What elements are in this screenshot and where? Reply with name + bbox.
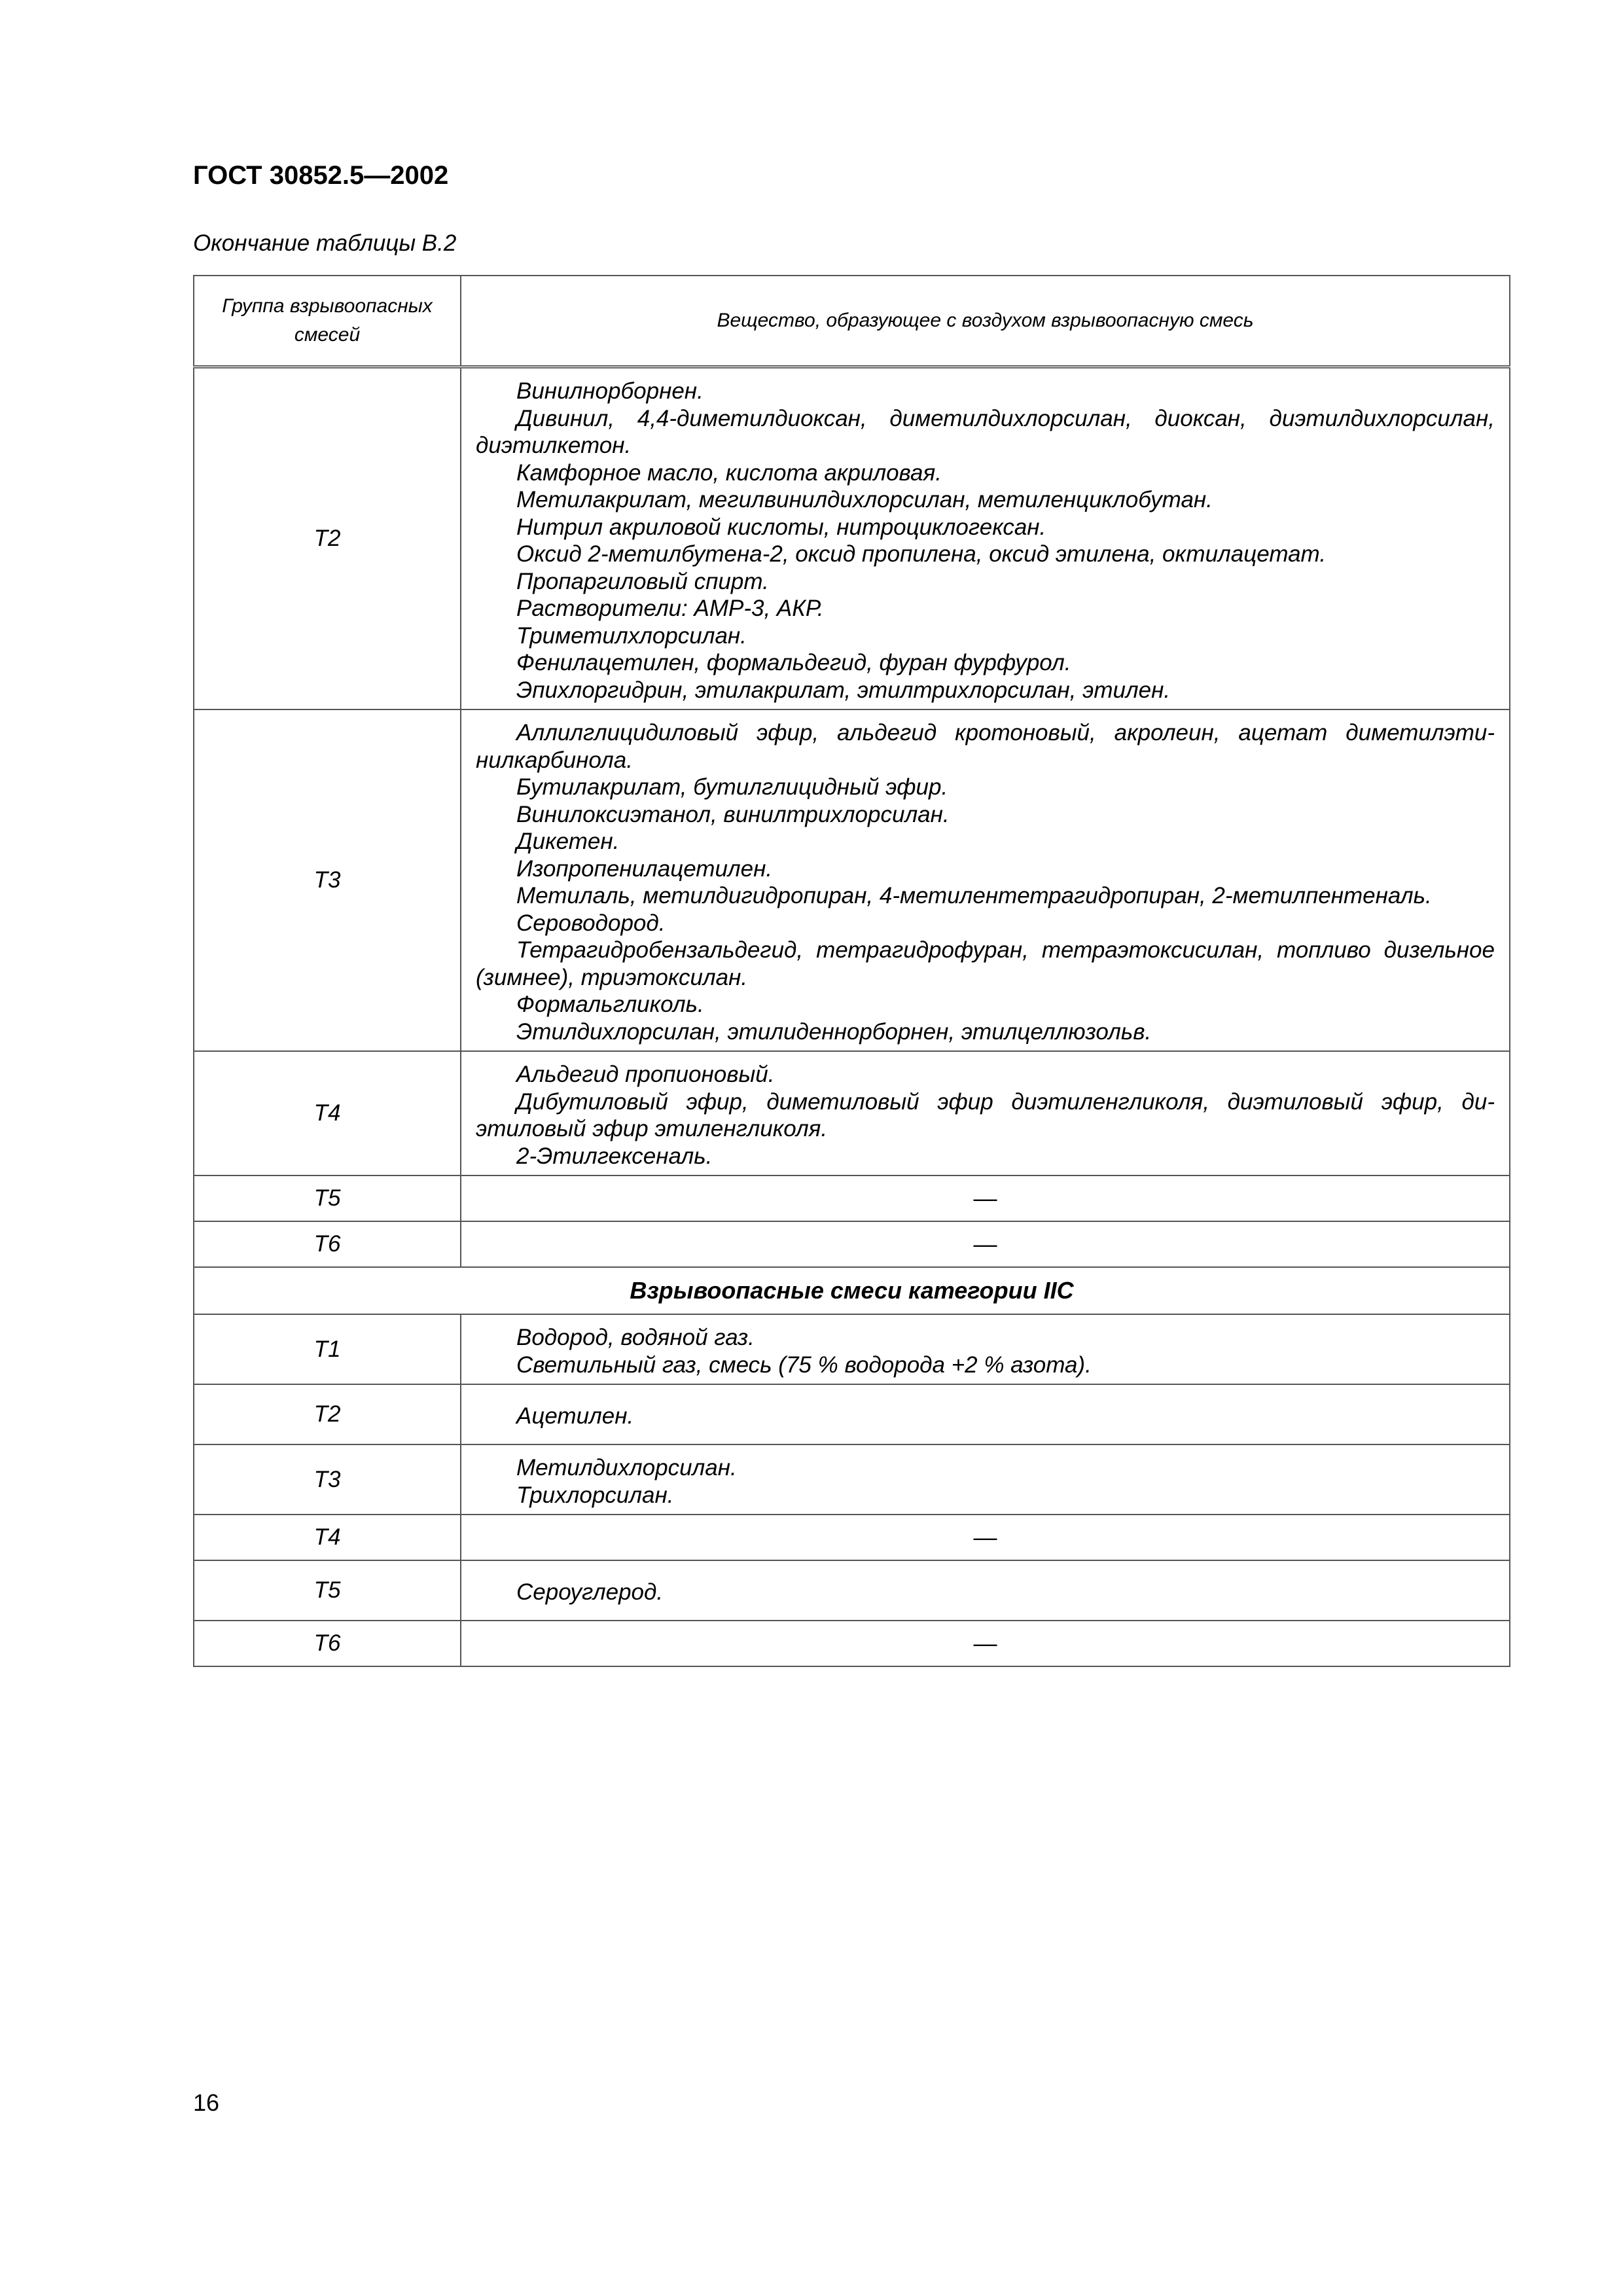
page-number: 16 <box>193 2089 220 2116</box>
table-row <box>194 367 1510 710</box>
table-header-row <box>194 276 1510 367</box>
substance-cell <box>461 1444 1510 1515</box>
substance-line: Дивинил, 4,4-диметилдиоксан, диметилдихлорсилан, диоксан, диэтилдихлорсилан, диэтилкетон. <box>476 405 1495 458</box>
column-header-substance: Вещество, образующее с воздухом взрывоопасную смесь <box>461 276 1510 367</box>
substance-cell <box>461 709 1510 1051</box>
table-row <box>194 1314 1510 1384</box>
substance-line: Водород, водяной газ. <box>516 1325 755 1350</box>
table-row <box>194 1444 1510 1515</box>
empty-dash-cell: — <box>461 1621 1510 1666</box>
substance-line: Дибутиловый эфир, диметиловый эфир диэтиленгликоля, диэтиловый эфир, ди-этиловый эфир этиленгликоля. <box>476 1088 1495 1141</box>
column-header-group: Группа взрывоопасных смесей <box>194 276 461 367</box>
substance-cell <box>461 367 1510 710</box>
substance-line: Пропаргиловый спирт. <box>516 568 769 594</box>
substance-line: Трихлорсилан. <box>516 1482 674 1508</box>
empty-dash-cell: — <box>461 1221 1510 1267</box>
standard-number: ГОСТ 30852.5—2002 <box>193 161 449 190</box>
substance-line: Оксид 2-метилбутена-2, оксид пропилена, оксид этилена, октилацетат. <box>516 541 1327 567</box>
substance-line: Изопропенилацетилен. <box>516 855 773 882</box>
group-cell: Т6 <box>194 1621 461 1666</box>
substance-line: 2-Этилгексеналь. <box>516 1143 713 1169</box>
empty-dash-cell: — <box>461 1175 1510 1221</box>
substance-line: Винилоксиэтанол, винилтрихлорсилан. <box>516 801 950 827</box>
table-row <box>194 1221 1510 1267</box>
substance-line: Ацетилен. <box>516 1403 634 1429</box>
section-title-row <box>194 1267 1510 1314</box>
table-row <box>194 1515 1510 1560</box>
substance-line: Триметилхлорсилан. <box>516 622 747 649</box>
group-cell: Т4 <box>194 1515 461 1560</box>
group-cell: Т5 <box>194 1560 461 1621</box>
substance-line: Этилдихлорсилан, этилиденнорборнен, этилцеллюзольв. <box>516 1018 1152 1045</box>
substance-line: Растворители: АМР-3, АКР. <box>516 596 824 621</box>
substance-line: Фенилацетилен, формальдегид, фуран фурфурол. <box>516 650 1071 675</box>
substance-line: Винилнорборнен. <box>516 378 704 404</box>
substance-line: Дикетен. <box>516 829 620 854</box>
group-cell: Т1 <box>194 1314 461 1384</box>
substance-line: Аллилглицидиловый эфир, альдегид кротоновый, акролеин, ацетат диметилэти-нилкарбинола. <box>476 720 1495 773</box>
group-cell: Т4 <box>194 1051 461 1175</box>
table-row <box>194 1384 1510 1444</box>
table-caption: Окончание таблицы В.2 <box>193 230 457 256</box>
substance-cell <box>461 1051 1510 1175</box>
substance-line: Бутилакрилат, бутилглицидный эфир. <box>516 774 948 800</box>
empty-dash-cell: — <box>461 1515 1510 1560</box>
table-row <box>194 1560 1510 1621</box>
substance-cell <box>461 1384 1510 1444</box>
group-cell: Т6 <box>194 1221 461 1267</box>
group-cell: Т3 <box>194 709 461 1051</box>
substances-table <box>193 275 1510 1667</box>
substance-cell <box>461 1560 1510 1621</box>
group-cell: Т2 <box>194 1384 461 1444</box>
substance-line: Метилаль, метилдигидропиран, 4-метилентетрагидропиран, 2-метилпентеналь. <box>516 883 1432 908</box>
group-cell: Т3 <box>194 1444 461 1515</box>
substance-line: Тетрагидробензальдегид, тетрагидрофуран, тетраэтоксисилан, топливо дизельное (зимнее), триэтоксилан. <box>476 937 1495 990</box>
table-row <box>194 1175 1510 1221</box>
substance-line: Нитрил акриловой кислоты, нитроциклогексан. <box>516 514 1046 540</box>
section-title: Взрывоопасные смеси категории IIС <box>194 1267 1510 1314</box>
substance-line: Метилакрилат, мегилвинилдихлорсилан, метиленциклобутан. <box>516 487 1213 512</box>
group-cell: Т5 <box>194 1175 461 1221</box>
substance-line: Альдегид пропионовый. <box>516 1062 775 1087</box>
substance-line: Сероводород. <box>516 910 666 936</box>
substance-cell <box>461 1314 1510 1384</box>
table-row <box>194 709 1510 1051</box>
substance-line: Камфорное масло, кислота акриловая. <box>516 459 942 486</box>
substance-line: Сероуглерод. <box>516 1579 664 1605</box>
substance-line: Эпихлоргидрин, этилакрилат, этилтрихлорсилан, этилен. <box>516 677 1171 703</box>
group-cell: Т2 <box>194 367 461 710</box>
substance-line: Формальгликоль. <box>516 992 704 1017</box>
table-row <box>194 1621 1510 1666</box>
substance-line: Светильный газ, смесь (75 % водорода +2 % азота). <box>516 1352 1092 1378</box>
table-row <box>194 1051 1510 1175</box>
substance-line: Метилдихлорсилан. <box>516 1455 737 1480</box>
